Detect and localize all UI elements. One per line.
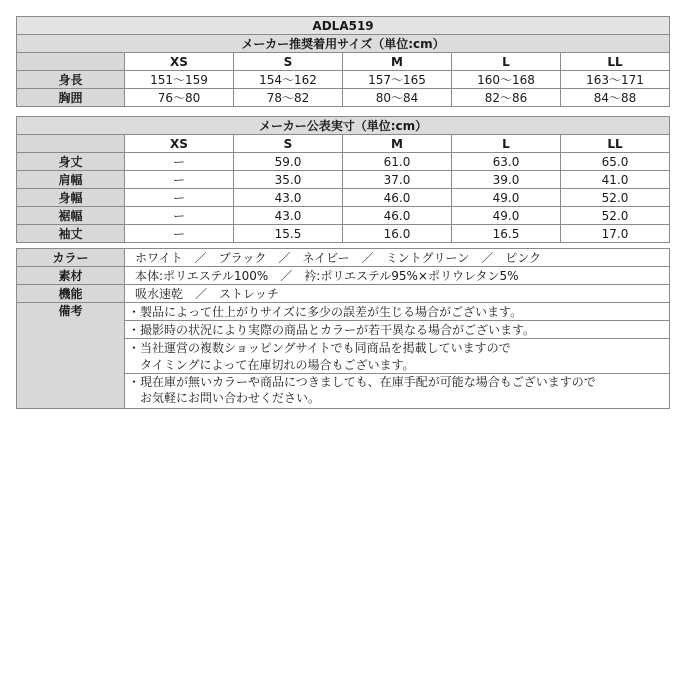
- table-cell: 59.0: [234, 153, 343, 171]
- row-label: 身長: [17, 71, 125, 89]
- table-cell: 49.0: [452, 207, 561, 225]
- product-info-table: [16, 248, 670, 409]
- row-label: 袖丈: [17, 225, 125, 243]
- recommended-size-title: メーカー推奨着用サイズ（単位:cm）: [17, 35, 670, 53]
- row-label: 身幅: [17, 189, 125, 207]
- actual-size-table: [16, 116, 670, 243]
- recommended-size-table: [16, 16, 670, 107]
- notes-label: 備考: [17, 303, 125, 409]
- table-cell: 76～80: [125, 89, 234, 107]
- table-cell: 65.0: [561, 153, 670, 171]
- size-header: L: [452, 135, 561, 153]
- table-cell: 82～86: [452, 89, 561, 107]
- size-header: M: [343, 135, 452, 153]
- info-row-function: [17, 285, 670, 303]
- material-label: 素材: [17, 267, 125, 285]
- table-row: [17, 225, 670, 243]
- table-cell: 157～165: [343, 71, 452, 89]
- table-cell: 61.0: [343, 153, 452, 171]
- table-cell: 16.5: [452, 225, 561, 243]
- note-line: ・当社運営の複数ショッピングサイトでも同商品を掲載していますので: [125, 339, 670, 357]
- table-cell: 43.0: [234, 189, 343, 207]
- table-row: [17, 171, 670, 189]
- table-cell: 15.5: [234, 225, 343, 243]
- size-header: LL: [561, 135, 670, 153]
- corner-cell: [17, 135, 125, 153]
- actual-size-title: メーカー公表実寸（単位:cm）: [17, 117, 670, 135]
- table-cell: 163～171: [561, 71, 670, 89]
- table-cell: 52.0: [561, 207, 670, 225]
- row-label: 身丈: [17, 153, 125, 171]
- size-header: S: [234, 53, 343, 71]
- color-value: ホワイト ／ ブラック ／ ネイビー ／ ミントグリーン ／ ピンク: [125, 249, 670, 267]
- function-label: 機能: [17, 285, 125, 303]
- table-cell: 16.0: [343, 225, 452, 243]
- table-row: [17, 153, 670, 171]
- note-line: ・撮影時の状況により実際の商品とカラーが若干異なる場合がございます。: [125, 321, 670, 339]
- row-label: 裾幅: [17, 207, 125, 225]
- info-row-color: [17, 249, 670, 267]
- table-cell: 35.0: [234, 171, 343, 189]
- row-label: 肩幅: [17, 171, 125, 189]
- table-cell: 49.0: [452, 189, 561, 207]
- table-cell: 160～168: [452, 71, 561, 89]
- note-row: [17, 303, 670, 321]
- table-cell: 78～82: [234, 89, 343, 107]
- table-cell: ー: [125, 225, 234, 243]
- corner-cell: [17, 53, 125, 71]
- table-row: [17, 207, 670, 225]
- table-cell: 39.0: [452, 171, 561, 189]
- size-header: L: [452, 53, 561, 71]
- table-cell: ー: [125, 189, 234, 207]
- table-cell: 41.0: [561, 171, 670, 189]
- size-header: S: [234, 135, 343, 153]
- table-cell: 17.0: [561, 225, 670, 243]
- material-value: 本体:ポリエステル100% ／ 衿:ポリエステル95%×ポリウレタン5%: [125, 267, 670, 285]
- note-line: ・現在庫が無いカラーや商品につきましても、在庫手配が可能な場合もございますので: [128, 375, 596, 389]
- note-line: タイミングによって在庫切れの場合もございます。: [125, 356, 670, 374]
- note-line-multi: [125, 374, 670, 409]
- note-line: お気軽にお問い合わせください。: [128, 391, 321, 405]
- table-cell: 63.0: [452, 153, 561, 171]
- table-cell: ー: [125, 171, 234, 189]
- table-row: [17, 71, 670, 89]
- note-line: ・製品によって仕上がりサイズに多少の誤差が生じる場合がございます。: [125, 303, 670, 321]
- size-header: M: [343, 53, 452, 71]
- table-cell: ー: [125, 207, 234, 225]
- function-value: 吸水速乾 ／ ストレッチ: [125, 285, 670, 303]
- color-label: カラー: [17, 249, 125, 267]
- size-header: XS: [125, 135, 234, 153]
- table-cell: 80～84: [343, 89, 452, 107]
- row-label: 胸囲: [17, 89, 125, 107]
- table-cell: 46.0: [343, 189, 452, 207]
- table-row: [17, 89, 670, 107]
- size-header: LL: [561, 53, 670, 71]
- table-cell: 43.0: [234, 207, 343, 225]
- table-cell: ー: [125, 153, 234, 171]
- info-row-material: [17, 267, 670, 285]
- size-header: XS: [125, 53, 234, 71]
- table-cell: 151～159: [125, 71, 234, 89]
- product-code: ADLA519: [17, 17, 670, 35]
- table-cell: 52.0: [561, 189, 670, 207]
- table-cell: 46.0: [343, 207, 452, 225]
- table-row: [17, 189, 670, 207]
- table-cell: 37.0: [343, 171, 452, 189]
- table-cell: 84～88: [561, 89, 670, 107]
- table-cell: 154～162: [234, 71, 343, 89]
